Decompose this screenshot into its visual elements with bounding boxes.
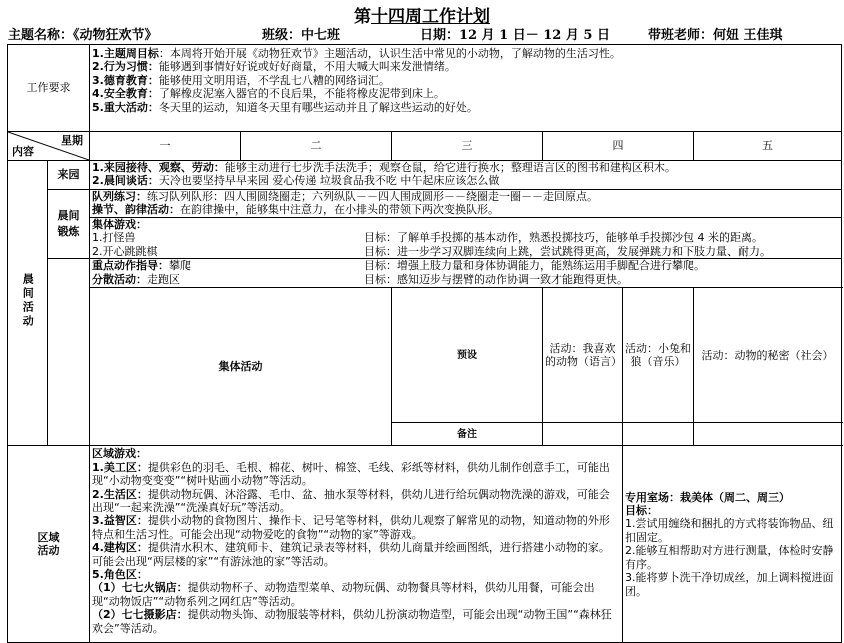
queue-drill: 队列练习：练习队列队形：四人围圆绕圈走；六列纵队－－四人围成圆形－－绕圈走一圈－－走回原点。 操节、韵律活动：在韵律操中，能够集中注意力，在小排头的带领下两次变换队形。 (90, 190, 842, 218)
note-label: 备注 (392, 423, 543, 446)
weekday-wed: 三 (392, 132, 543, 161)
focus-split: 重点动作指导：攀爬 目标：增强上肢力量和身体协调能力，能熟练运用手脚配合进行攀爬。 分散活动：走跑区 目标：感知迈步与摆臂的动作协调一致才能跑得更快。 (90, 259, 842, 288)
requirement-item: 3.德育教育：能够使用文明用语，不学乱七八糟的网络词汇。 (92, 73, 390, 87)
teachers: 带班老师：何妞 王佳琪 (648, 28, 783, 43)
activity-mon: 活动：我喜欢的动物（语言） (543, 288, 623, 423)
area-item: 4.建构区：提供清水积木、建筑师卡、建筑记录表等材料，供幼儿商量并绘画图纸，进行搭建小动物的家。可能会出现“两层楼的家”“有游泳池的家”等活动。 (92, 541, 610, 568)
page-title: 第十四周工作计划 (354, 7, 490, 27)
activity-tue: 活动：小兔和狼（音乐） (623, 288, 694, 423)
plan-table (7, 44, 842, 643)
area-label: 区域活动 (8, 446, 90, 643)
collective-label: 集体活动 (90, 288, 392, 446)
activity-wed: 活动：动物的秘密（社会） (694, 288, 842, 423)
area-item: （1）七七火锅店：提供动物杯子、动物造型菜单、动物玩偶、动物餐具等材料，供幼儿用餐，可能会出现“动物饭店”“动物系列之网红店”等活动。 (92, 581, 595, 608)
class-name: 班级：中七班 (262, 28, 341, 43)
weekday-tue: 二 (241, 132, 392, 161)
weekday-mon: 一 (90, 132, 241, 161)
requirement-item: 4.安全教育：了解橡皮泥塞入器官的不良后果，不能将橡皮泥带到床上。 (92, 87, 445, 101)
area-item: 5.角色区： (92, 567, 148, 581)
requirement-item: 5.重大活动：冬天里的运动，知道冬天里有哪些运动并且了解这些运动的好处。 (92, 100, 478, 114)
group-games: 集体游戏： 1.打怪兽 目标：了解单手投掷的基本动作，熟悉投掷技巧，能够单手投掷沙包 4 米的距离。 2.开心跳跳棋 目标：进一步学习双脚连续向上跳，尝试跳得更高，发展弹跳力和下肢力量、耐力。 (90, 218, 842, 259)
requirements-list (90, 45, 842, 132)
header-bar (0, 24, 844, 42)
requirement-item: 1.主题周目标：本周将开始开展《动物狂欢节》主题活动，认识生活中常见的小动物，了解动物的生活习性。 (92, 47, 621, 60)
requirement-item: 2.行为习惯：能够遇到事情好好说或好好商量，不用大喊大叫来发泄情绪。 (92, 60, 456, 74)
weekday-corner: 星期 内容 (8, 132, 90, 161)
exercise-label: 晨间锻炼 (48, 190, 90, 259)
area-item: 3.益智区：提供小动物的食物图片、操作卡、记号笔等材料，供幼儿观察了解常见的动物，知道动物的外形特点和生活习性。可能会出现“动物爱吃的食物”“动物的家”等游戏。 (92, 514, 610, 541)
plan-label: 预设 (392, 288, 543, 423)
area-item: （2）七七摄影店：提供动物头饰、动物服装等材料，供幼儿扮演动物造型，可能会出现“动物王国”“森林狂欢会”等活动。 (92, 608, 612, 635)
weekday-thu: 四 (543, 132, 694, 161)
area-item: 1.美工区：提供彩色的羽毛、毛根、棉花、树叶、棉签、毛线、彩纸等材料，供幼儿制作创意手工，可能出现“小动物变变变”“树叶贴画小动物”等活动。 (92, 460, 610, 488)
week-number: 十四 (371, 7, 405, 27)
special-room: 专用室场：栽美体（周二、周三） 目标： 1.尝试用缠绕和捆扎的方式将装饰物品、纽扣固定。 2.能够互相帮助对方进行测量，体检时安静有序。 3.能将萝卜洗干净切成丝，加上调料搅进面团。 (623, 446, 842, 643)
arrival-label: 来园 (48, 161, 90, 190)
requirements-label: 工作要求 (8, 45, 90, 132)
morning-label: 晨间活动 (8, 161, 48, 446)
theme-name: 主题名称：《动物狂欢节》 (8, 28, 158, 43)
date-range: 日期：12 月 1 日－ 12 月 5 日 (420, 28, 610, 43)
area-games: 区域游戏： 1.美工区：提供彩色的羽毛、毛根、棉花、树叶、棉签、毛线、彩纸等材料，供幼儿制作创意手工，可能出现“小动物变变变”“树叶贴画小动物”等活动。 2.生活区：提供动物玩偶、沐浴露、毛巾、盆、抽水泵等材料，供幼儿进行给玩偶动物洗澡的游戏，可能会出现“一起来洗澡”“洗澡真好玩”等活动。 3.益智区：提供小动物的食物图片、操作卡、记号笔等材料，供幼儿观察了解常见的动物，知道动物的外形特点和生活习性。可能会出现“动物爱吃的食物”“动物的家”等游戏。 4.建构区：提供清水积木、建筑师卡、建筑记录表等材料，供幼儿商量并绘画图纸，进行搭建小动物的家。可能会出现“两层楼的家”“有游泳池的家”等活动。 5.角色区： （1）七七火锅店：提供动物杯子、动物造型菜单、动物玩偶、动物餐具等材料，供幼儿用餐，可能会出现“动物饭店”“动物系列之网红店”等活动。 （2）七七摄影店：提供动物头饰、动物服装等材料，供幼儿扮演动物造型，可能会出现“动物王国”“森林狂欢会”等活动。 (90, 446, 623, 643)
weekday-fri: 五 (694, 132, 842, 161)
arrival-content: 1.来园接待、观察、劳动：能够主动进行七步洗手法洗手；观察仓鼠，给它进行换水；整理语言区的图书和建构区积木。 2.晨间谈话：天冷也要坚持早早来园 爱心传递 垃圾食品我不吃 中午起床应该怎么做 (90, 161, 842, 190)
area-item: 2.生活区：提供动物玩偶、沐浴露、毛巾、盆、抽水泵等材料，供幼儿进行给玩偶动物洗澡的游戏，可能会出现“一起来洗澡”“洗澡真好玩”等活动。 (92, 487, 610, 514)
